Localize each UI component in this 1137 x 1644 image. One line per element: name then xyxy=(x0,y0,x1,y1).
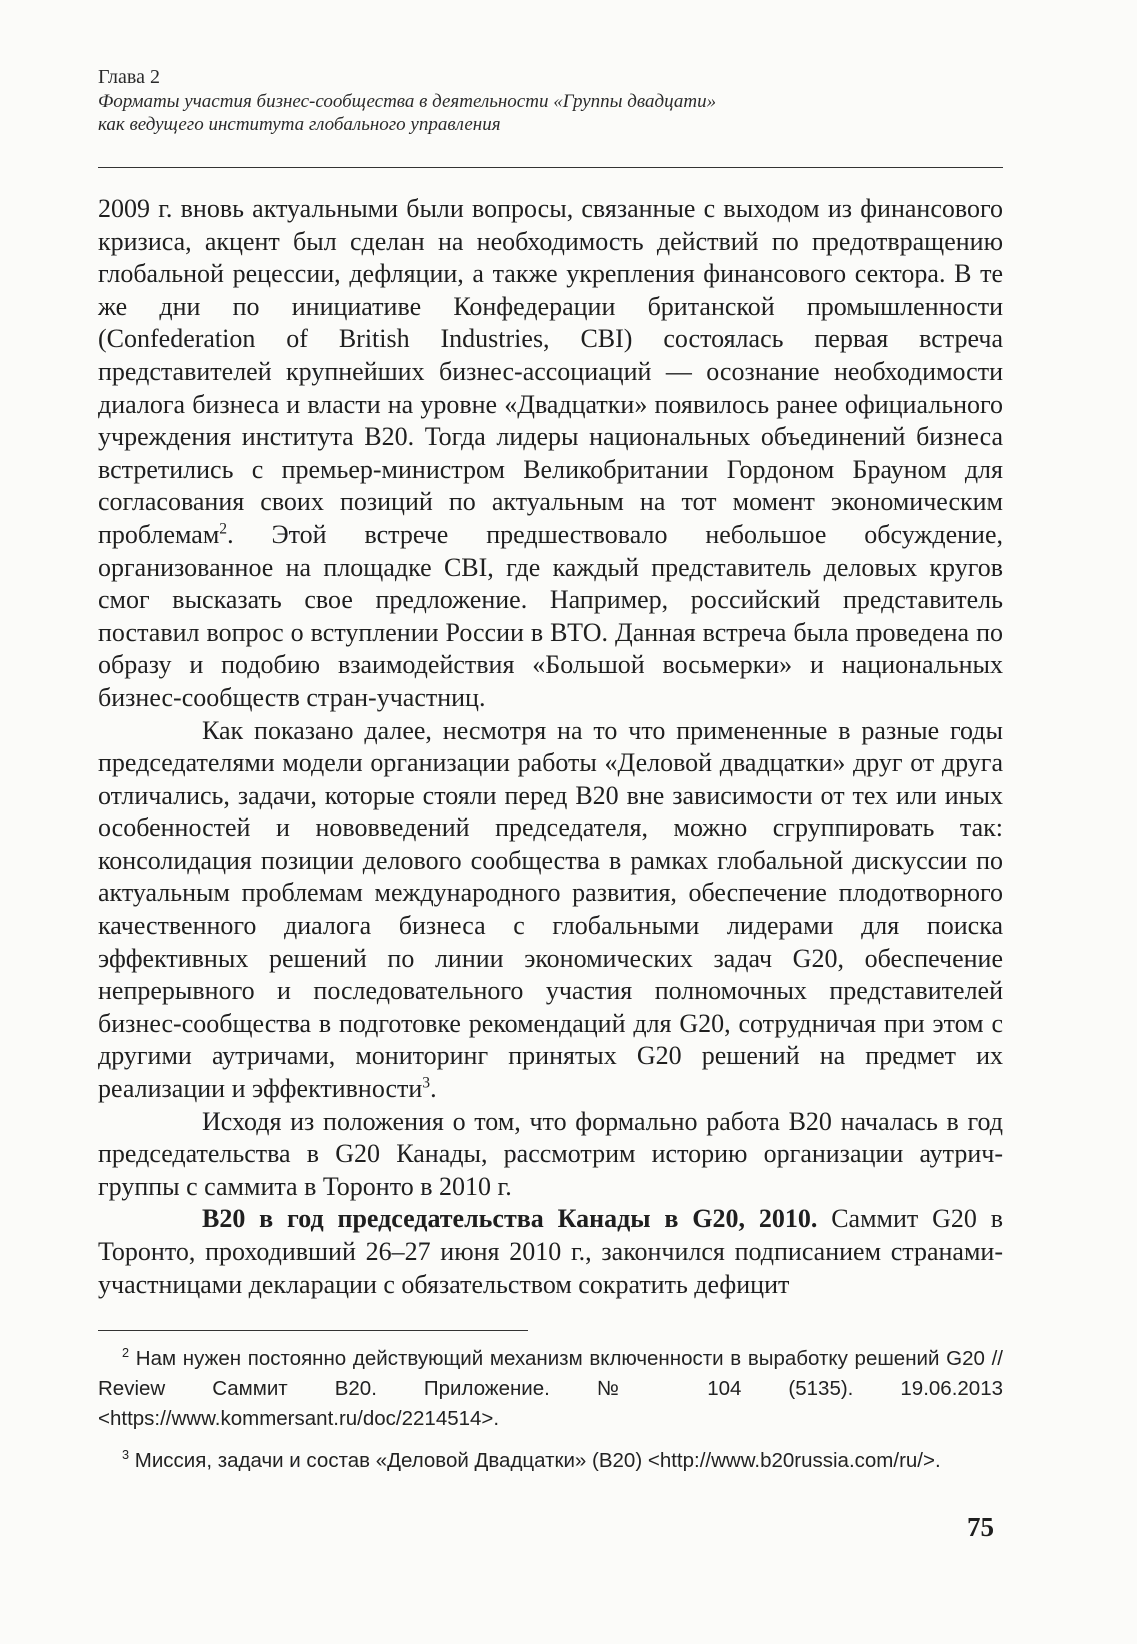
chapter-label: Глава 2 xyxy=(98,66,160,88)
footnotes xyxy=(98,1344,1003,1488)
footnote-divider xyxy=(98,1330,528,1331)
running-header xyxy=(98,64,1003,136)
paragraph-1-part-a: 2009 г. вновь актуальными были вопросы, связанные с выходом из финансового кризиса, акцент был сделан на необходимость действий по предотвращению глобальной рецессии, дефляции, а также укрепления финансового сектора. В те же дни по инициативе Конфедерации британской промышленности (Confederation of British Industries, CBI) состоялась первая встреча представителей крупнейших бизнес-ассоциаций — осознание необходимости диалога бизнеса и власти на уровне «Двадцатки» появилось ранее официального учреждения института B20. Тогда лидеры национальных объединений бизнеса встретились с премьер-министром Великобритании Гордоном Брауном для согласования своих позиций по актуальным на тот момент экономическим проблемам xyxy=(98,194,1003,549)
chapter-subtitle-line-2: как ведущего института глобального управления xyxy=(98,114,501,135)
paragraph-2-part-b: . xyxy=(430,1074,437,1104)
paragraph-2 xyxy=(98,715,1003,1106)
footnote-text: Нам нужен постоянно действующий механизм включенности в выработку решений G20 // Review Саммит B20. Приложение. № 104 (5135). 19.06.2013 <https://www.kommersant.ru/doc/2214514>. xyxy=(98,1347,1003,1430)
footnote-ref-2[interactable]: 2 xyxy=(219,520,228,538)
main-text xyxy=(98,193,1003,1301)
page-number: 75 xyxy=(967,1512,994,1542)
paragraph-1 xyxy=(98,193,1003,715)
footnote-ref-3[interactable]: 3 xyxy=(422,1074,431,1092)
section-heading-inline: B20 в год председательства Канады в G20, 2010. xyxy=(202,1204,818,1234)
header-divider xyxy=(98,167,1003,168)
paragraph-4-rest: Саммит G20 в Торонто, проходивший 26–27 июня 2010 г., закончился подписанием странами-участницами декларации с обязательством сократить дефицит xyxy=(98,1204,1003,1299)
paragraph-2-part-a: Как показано далее, несмотря на то что примененные в разные годы председателями модели организации работы «Деловой двадцатки» друг от друга отличались, задачи, которые стояли перед B20 вне зависимости от тех или иных особенностей и нововведений председателя, можно сгруппировать так: консолидация позиции делового сообщества в рамках глобальной дискуссии по актуальным проблемам международного развития, обеспечение плодотворного качественного диалога бизнеса с глобальными лидерами для поиска эффективных решений по линии экономических задач G20, обеспечение непрерывного и последовательного участия полномочных представителей бизнес-сообщества в подготовке рекомендаций для G20, сотрудничая при этом с другими аутричами, мониторинг принятых G20 решений на предмет их реализации и эффективности xyxy=(98,715,1003,1104)
paragraph-3: Исходя из положения о том, что формально работа B20 началась в год председательства в G20 Канады, рассмотрим историю организации аутрич-группы с саммита в Торонто в 2010 г. xyxy=(98,1106,1003,1201)
footnote-number: 3 xyxy=(122,1447,130,1463)
footnote-number: 2 xyxy=(122,1345,130,1361)
footnote-2 xyxy=(98,1344,1003,1434)
footnote-text: Миссия, задачи и состав «Деловой Двадцатки» (B20) <http://www.b20russia.com/ru/>. xyxy=(129,1449,941,1472)
chapter-subtitle-line-1: Форматы участия бизнес-сообщества в деятельности «Группы двадцати» xyxy=(98,91,717,112)
footnote-3 xyxy=(98,1446,1003,1476)
paragraph-1-part-b: . Этой встрече предшествовало небольшое обсуждение, организованное на площадке CBI, где каждый представитель деловых кругов смог высказать свое предложение. Например, российский представитель поставил вопрос о вступлении России в ВТО. Данная встреча была проведена по образу и подобию взаимодействия «Большой восьмерки» и национальных бизнес-сообществ стран-участниц. xyxy=(98,519,1003,712)
paragraph-4 xyxy=(98,1203,1003,1301)
